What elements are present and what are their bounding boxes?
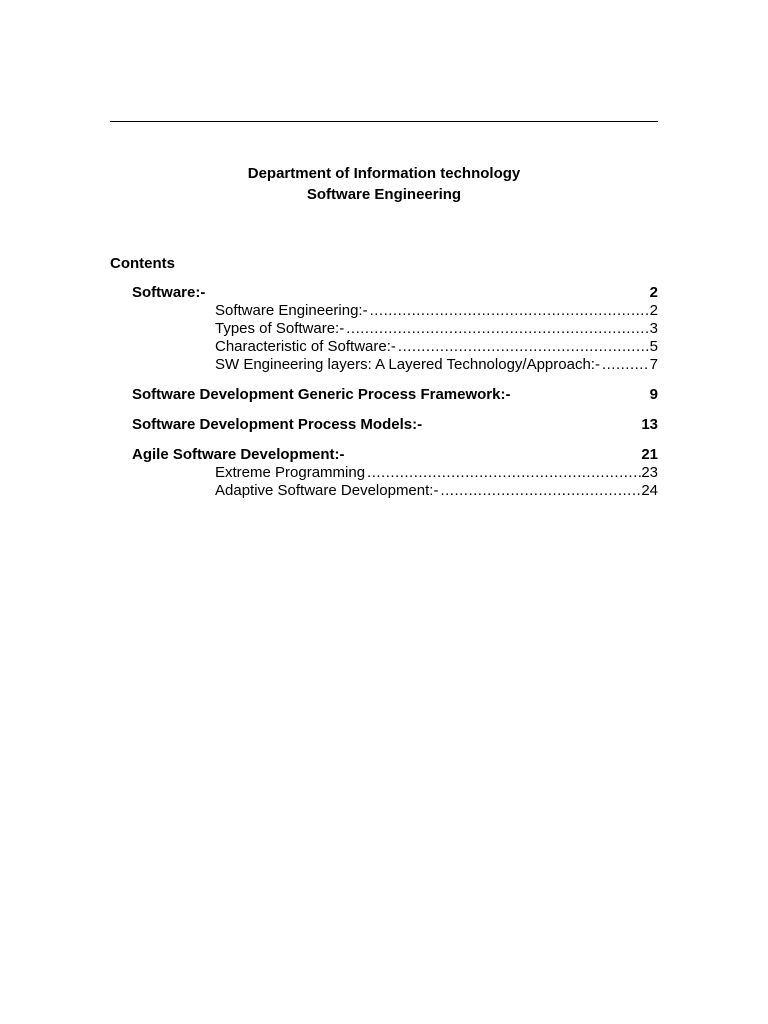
toc-section-process-models	[132, 416, 658, 434]
dot-leader	[396, 338, 650, 356]
toc-section-generic-process-framework	[132, 386, 658, 404]
dot-leader	[368, 302, 650, 320]
toc-entry-page: 13	[641, 416, 658, 433]
dot-leader	[365, 464, 641, 482]
toc-section-agile	[132, 446, 658, 500]
toc-subentry[interactable]	[215, 338, 658, 356]
toc-subentry-label: Software Engineering:-	[215, 302, 368, 319]
department-title: Department of Information technology	[247, 165, 521, 182]
dot-leader	[344, 320, 649, 338]
toc-section-software	[132, 284, 658, 374]
toc-subentry[interactable]	[215, 302, 658, 320]
dot-leader	[600, 356, 650, 374]
subject-title: Software Engineering	[306, 186, 462, 203]
toc-subentry-page: 23	[641, 464, 658, 481]
toc-entry-page: 9	[649, 386, 658, 403]
toc-entry-page: 2	[649, 284, 658, 301]
toc-subentry-label: Types of Software:-	[215, 320, 345, 337]
toc-subentry-label: Characteristic of Software:-	[215, 338, 396, 355]
toc-subentry-label: Adaptive Software Development:-	[215, 482, 439, 499]
dot-leader	[438, 482, 641, 500]
toc-subentry-page: 24	[641, 482, 658, 499]
toc-subentry[interactable]	[215, 320, 658, 338]
toc-subentry-page: 3	[649, 320, 658, 337]
toc-subentry[interactable]	[215, 482, 658, 500]
toc-entry-label: Agile Software Development:-	[132, 446, 345, 463]
toc-subentry-label: Extreme Programming	[215, 464, 366, 481]
toc-entry[interactable]	[132, 386, 658, 404]
toc-subentry[interactable]	[215, 464, 658, 482]
toc-subentry-page: 5	[649, 338, 658, 355]
toc-entry[interactable]	[132, 284, 658, 302]
toc-entry-label: Software Development Generic Process Framework:-	[132, 386, 511, 403]
header-rule	[110, 121, 658, 122]
toc-entry[interactable]	[132, 416, 658, 434]
toc-subentry-page: 2	[649, 302, 658, 319]
contents-title: Contents	[110, 255, 175, 272]
toc-subentry-page: 7	[649, 356, 658, 373]
document-heading	[110, 163, 658, 205]
toc-entry-label: Software Development Process Models:-	[132, 416, 423, 433]
toc-subentry-label: SW Engineering layers: A Layered Technology/Approach:-	[215, 356, 600, 373]
toc-entry-page: 21	[641, 446, 658, 463]
toc-subentry[interactable]	[215, 356, 658, 374]
table-of-contents	[132, 284, 658, 512]
toc-entry-label: Software:-	[132, 284, 206, 301]
toc-entry[interactable]	[132, 446, 658, 464]
